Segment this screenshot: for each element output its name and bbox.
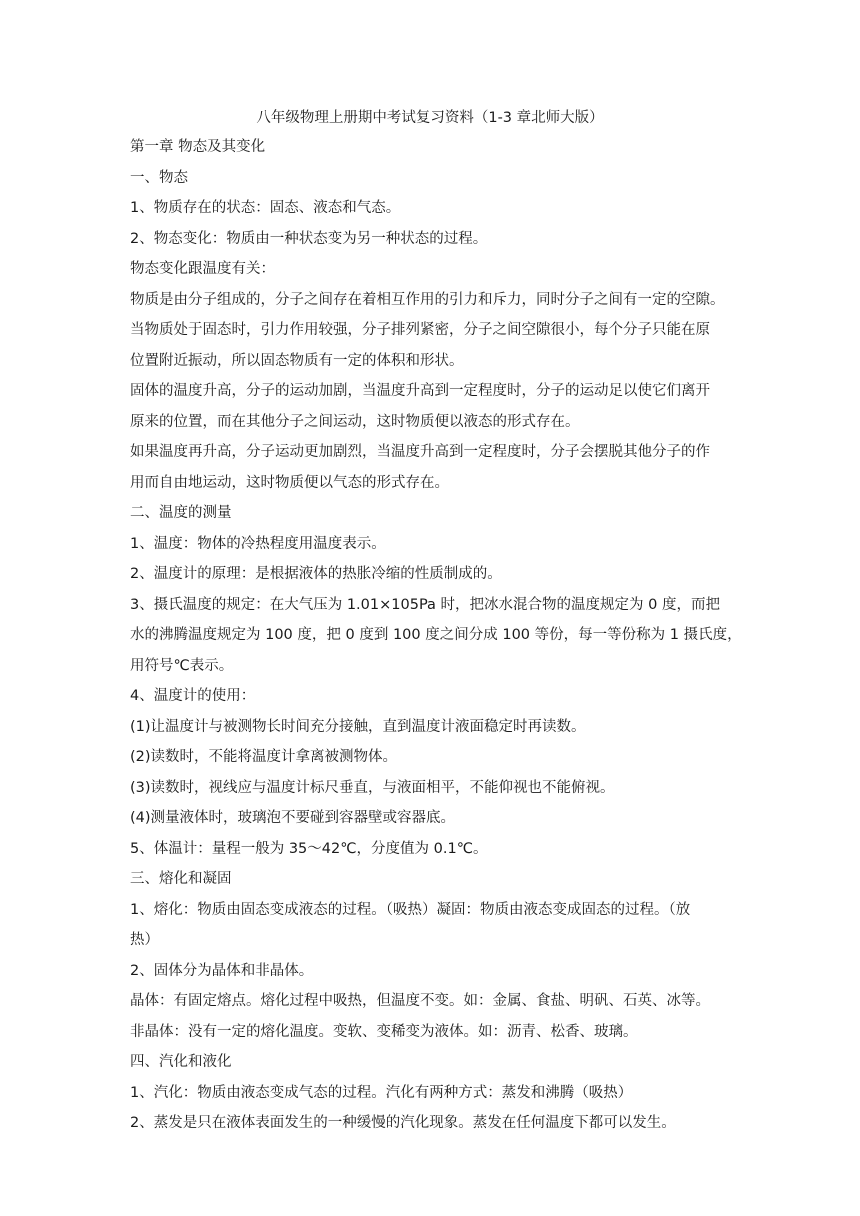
text-line: 晶体：有固定熔点。熔化过程中吸热，但温度不变。如：金属、食盐、明矾、石英、冰等。 xyxy=(130,993,710,1009)
section-heading: 三、熔化和凝固 xyxy=(130,871,232,887)
text-line: 用符号℃表示。 xyxy=(130,657,234,674)
text-line: (4)测量液体时，玻璃泡不要碰到容器壁或容器底。 xyxy=(130,810,456,826)
text-line: 当物质处于固态时，引力作用较强，分子排列紧密，分子之间空隙很小，每个分子只能在原 xyxy=(130,322,710,338)
text-line: 水的沸腾温度规定为 100 度，把 0 度到 100 度之间分成 100 等份，每一等份称为 1 摄氏度， xyxy=(130,627,742,643)
section-heading: 一、物态 xyxy=(130,169,188,186)
text-line: 1、物质存在的状态：固态、液态和气态。 xyxy=(130,200,401,216)
document-title: 八年级物理上册期中考试复习资料（1-3 章北师大版） xyxy=(256,110,604,126)
text-line: 2、固体分为晶体和非晶体。 xyxy=(130,962,314,979)
section-heading: 二、温度的测量 xyxy=(130,505,232,521)
section-heading: 四、汽化和液化 xyxy=(130,1054,232,1070)
text-line: 如果温度再升高，分子运动更加剧烈，当温度升高到一定程度时，分子会摆脱其他分子的作 xyxy=(130,444,710,460)
text-line: 物质是由分子组成的，分子之间存在着相互作用的引力和斥力，同时分子之间有一定的空隙。 xyxy=(130,291,725,308)
text-line: (1)让温度计与被测物长时间充分接触，直到温度计液面稳定时再读数。 xyxy=(130,718,586,735)
text-line: 1、熔化：物质由固态变成液态的过程。（吸热）凝固：物质由液态变成固态的过程。（放 xyxy=(130,901,691,918)
text-line: (2)读数时，不能将温度计拿离被测物体。 xyxy=(130,749,398,765)
document-page xyxy=(130,104,742,1139)
text-line: 2、温度计的原理：是根据液体的热胀冷缩的性质制成的。 xyxy=(130,566,502,582)
text-line: 热） xyxy=(130,932,159,948)
text-line: 位置附近振动，所以固态物质有一定的体积和形状。 xyxy=(130,352,464,369)
text-line: 1、汽化：物质由液态变成气态的过程。汽化有两种方式：蒸发和沸腾（吸热） xyxy=(130,1084,633,1101)
text-line: 4、温度计的使用： xyxy=(130,688,256,704)
text-line: 2、蒸发是只在液体表面发生的一种缓慢的汽化现象。蒸发在任何温度下都可以发生。 xyxy=(130,1115,676,1131)
text-line: 原来的位置，而在其他分子之间运动，这时物质便以液态的形式存在。 xyxy=(130,413,580,430)
text-line: 1、温度：物体的冷热程度用温度表示。 xyxy=(130,535,386,552)
text-line: 用而自由地运动，这时物质便以气态的形式存在。 xyxy=(130,474,449,491)
text-line: (3)读数时，视线应与温度计标尺垂直，与液面相平，不能仰视也不能俯视。 xyxy=(130,779,615,796)
text-line: 非晶体：没有一定的熔化温度。变软、变稀变为液体。如：沥青、松香、玻璃。 xyxy=(130,1023,638,1040)
text-line: 固体的温度升高，分子的运动加剧，当温度升高到一定程度时，分子的运动足以使它们离开 xyxy=(130,383,710,399)
text-line: 3、摄氏温度的规定：在大气压为 1.01×105Pa 时，把冰水混合物的温度规定为 0 度，而把 xyxy=(130,596,720,613)
document-body xyxy=(130,132,742,1139)
text-line: 物态变化跟温度有关： xyxy=(130,261,275,277)
text-line: 5、体温计：量程一般为 35～42℃，分度值为 0.1℃。 xyxy=(130,840,488,857)
text-line: 2、物态变化：物质由一种状态变为另一种状态的过程。 xyxy=(130,230,488,247)
chapter-heading: 第一章 物态及其变化 xyxy=(130,139,266,155)
